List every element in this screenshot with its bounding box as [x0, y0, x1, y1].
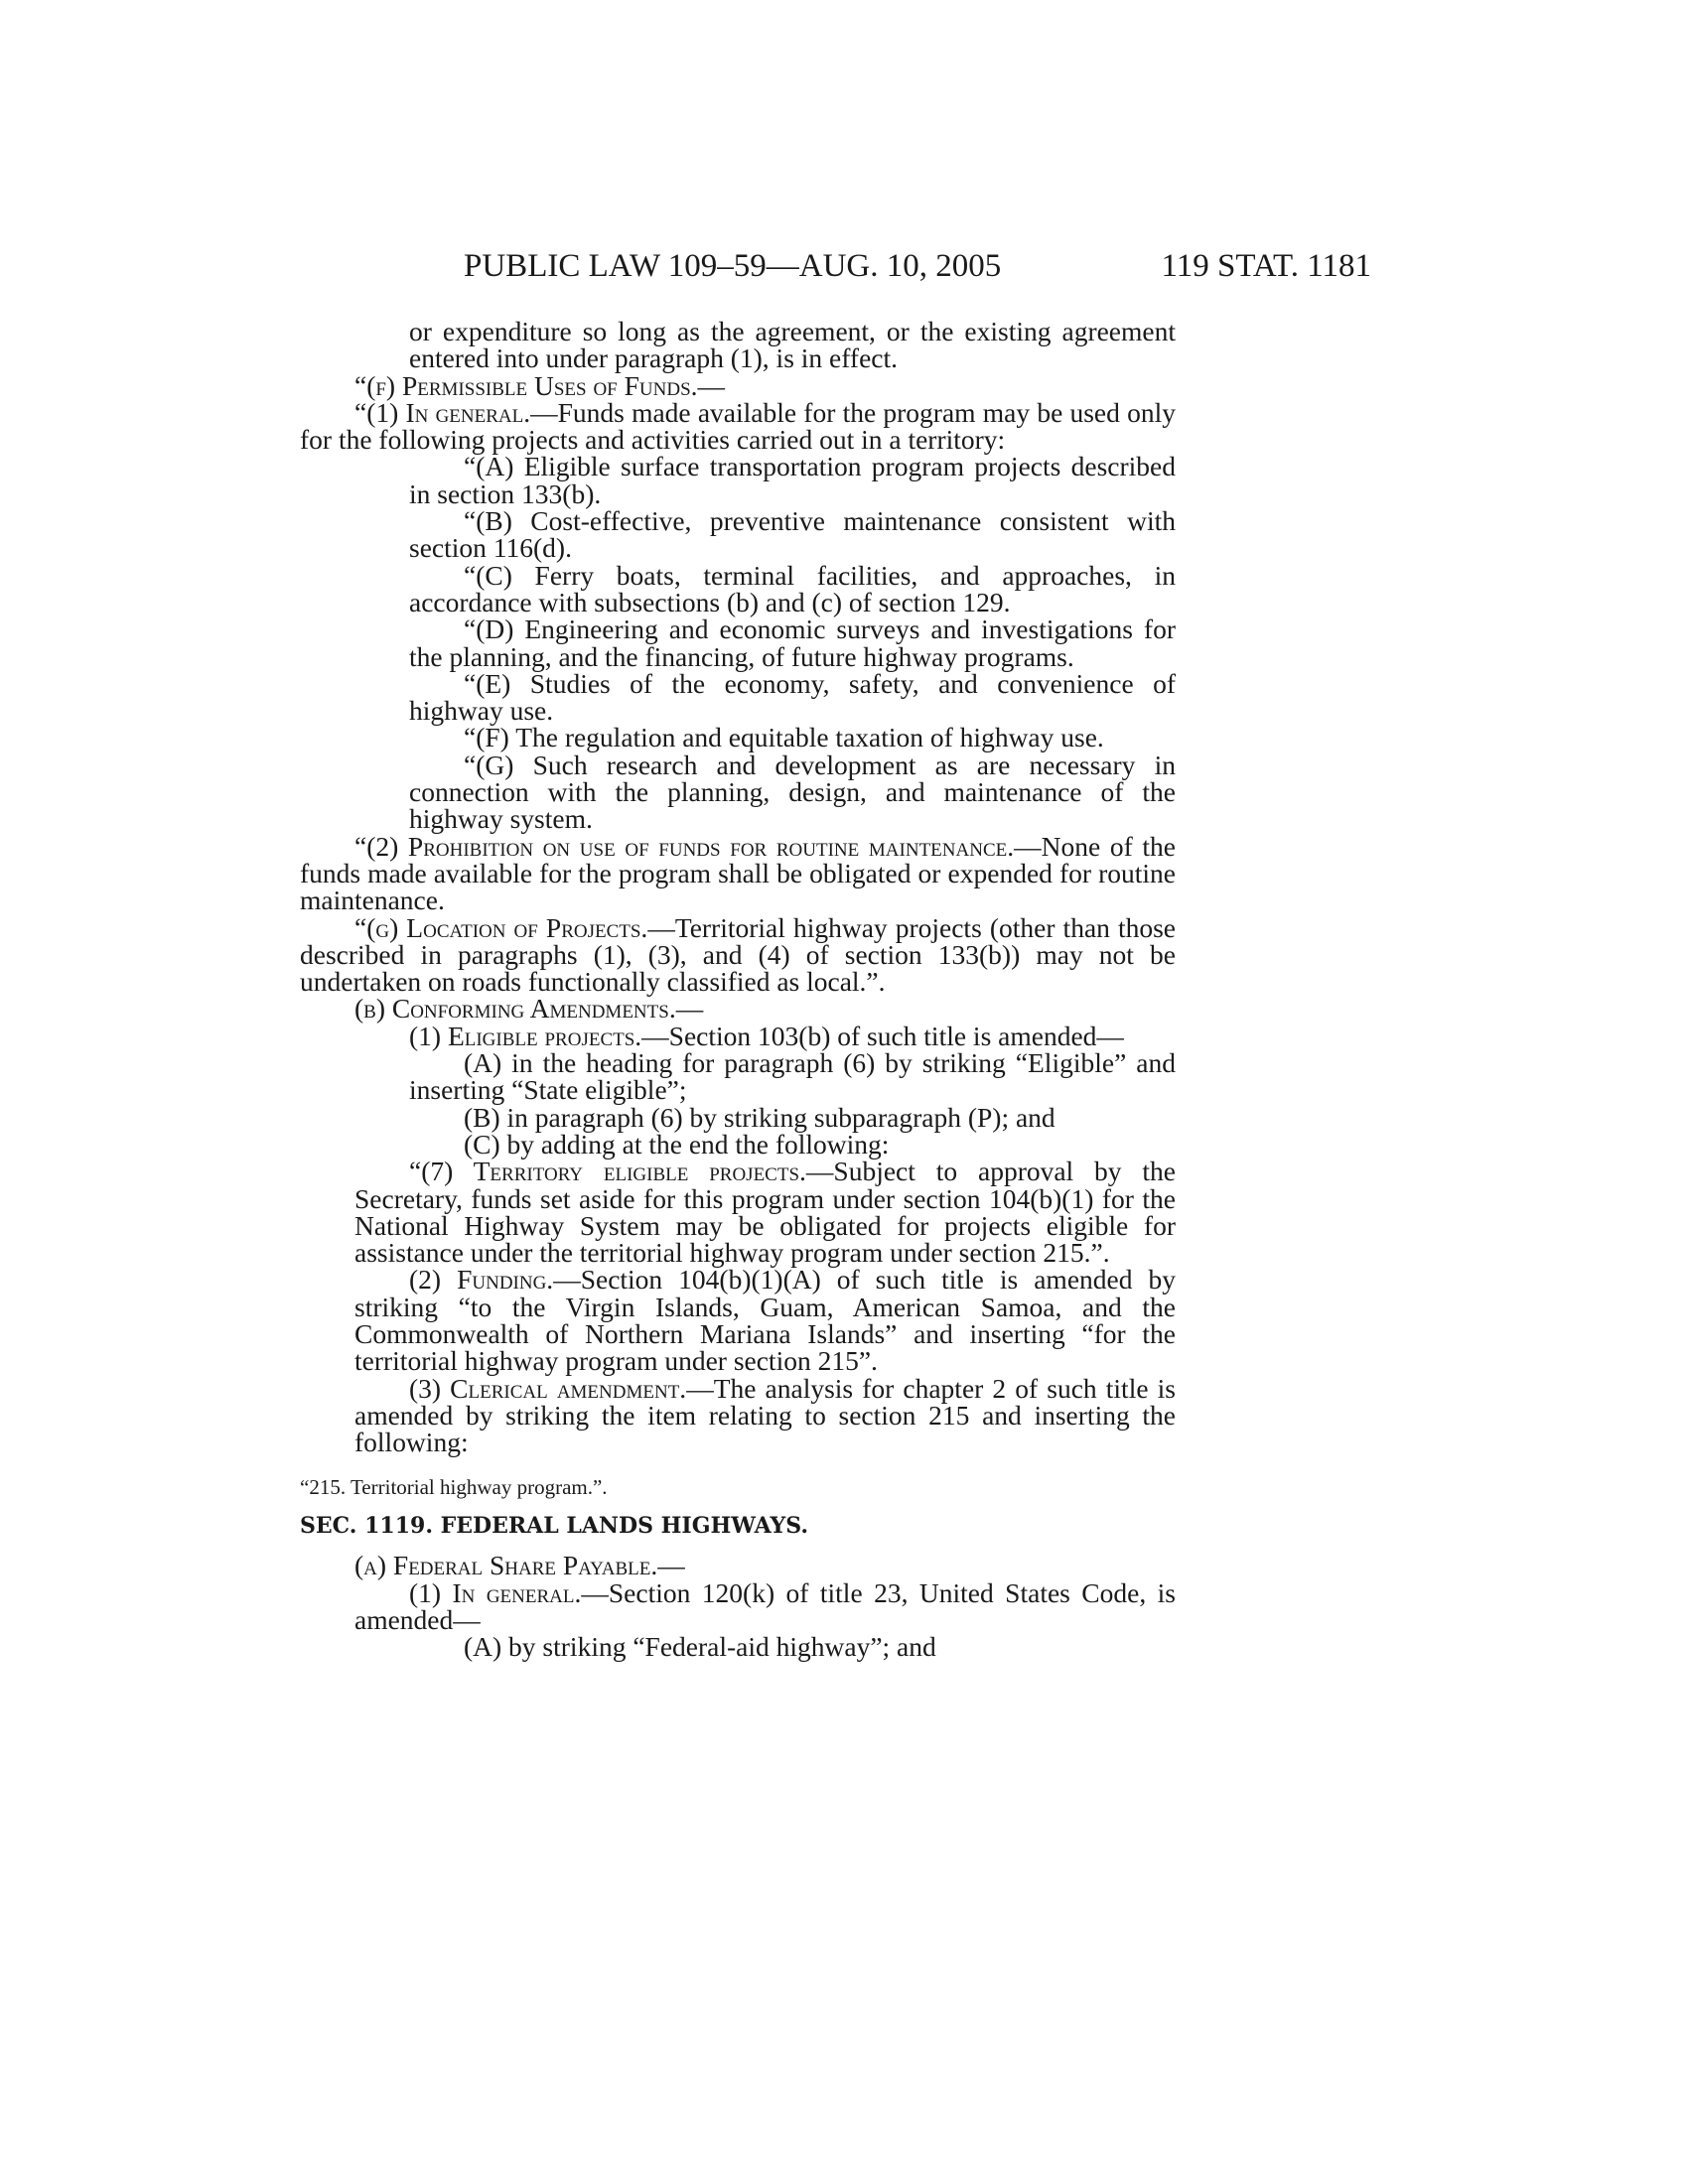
item-a: “(A) Eligible surface transportation program projects described in section 133(b). [409, 451, 1176, 509]
territory-eligible-projects-text: —Subject to approval by the Secretary, funds set aside for this program under section 104(b)(1) for the National Highway System may be obligated for projects eligible for assistance under the territorial highway program under section 215.”. [354, 1156, 1176, 1269]
subsection-g-heading: “(g) Location of Projects. [354, 911, 648, 943]
paragraph-1-text: —Funds made available for the program may be used only for the following projects and activities carried out in a territory: [300, 396, 1176, 456]
paragraph-2-heading: “(2) Prohibition on use of funds for routine maintenance. [354, 830, 1015, 862]
running-header-page-number: 119 STAT. 1181 [1161, 248, 1371, 284]
item-f: “(F) The regulation and equitable taxation of highway use. [464, 722, 1104, 753]
paragraph-2 [300, 830, 1176, 916]
item-g: “(G) Such research and development as are necessary in connection with the planning, design, and maintenance of the highway system. [409, 749, 1176, 835]
eligible-projects [354, 1020, 1176, 1051]
conforming-amendments-heading [300, 995, 1176, 1022]
conforming-amendments-heading-text: (b) Conforming Amendments.— [354, 993, 704, 1024]
federal-share-heading [300, 1550, 1176, 1581]
item-c: “(C) Ferry boats, terminal facilities, and approaches, in accordance with subsections (b) and (c) of section 129. [409, 559, 1176, 617]
subsection-f-heading [300, 369, 1176, 401]
in-general-text: —Section 120(k) of title 23, United States Code, is amended— [354, 1576, 1176, 1636]
amendment-c: (C) by adding at the end the following: [464, 1128, 890, 1160]
paragraph-2-text: —None of the funds made available for the program shall be obligated or expended for routine maintenance. [300, 830, 1176, 916]
amendment-b: (B) in paragraph (6) by striking subparagraph (P); and [464, 1101, 1055, 1133]
funding [354, 1264, 1176, 1377]
federal-share-heading-text: (a) Federal Share Payable.— [354, 1550, 685, 1581]
in-general-heading: (1) In general. [409, 1576, 582, 1608]
funding-heading: (2) Funding. [409, 1264, 554, 1296]
paragraph-continuation: or expenditure so long as the agreement, or the existing agreement entered into under paragraph (1), is in effect. [409, 316, 1176, 374]
territory-eligible-projects-heading: “(7) Territory eligible projects. [409, 1156, 806, 1187]
clerical-amendment [354, 1372, 1176, 1458]
paragraph-1-heading: “(1) In general. [354, 396, 531, 428]
clerical-amendment-text: —The analysis for chapter 2 of such title is amended by striking the item relating to section 215 and inserting the following: [354, 1372, 1176, 1458]
item-e: “(E) Studies of the economy, safety, and convenience of highway use. [409, 667, 1176, 727]
subsection-g-text: —Territorial highway projects (other than those described in paragraphs (1), (3), and (4) of section 133(b)) may not be undertaken on roads functionally classified as local.”. [300, 911, 1177, 998]
amendment-striking: (A) by striking “Federal-aid highway”; and [464, 1631, 936, 1663]
section-heading: SEC. 1119. FEDERAL LANDS HIGHWAYS. [300, 1513, 809, 1540]
running-header-title: PUBLIC LAW 109–59—AUG. 10, 2005 [464, 248, 1002, 284]
subsection-g [300, 911, 1177, 998]
eligible-projects-text: —Section 103(b) of such title is amended— [641, 1020, 1124, 1051]
funding-text: —Section 104(b)(1)(A) of such title is amended by striking “to the Virgin Islands, Guam, American Samoa, and the Commonwealth of Northern Mariana Islands” and inserting “for the territorial highway program under section 215”. [354, 1264, 1176, 1377]
territory-eligible-projects [354, 1156, 1176, 1269]
document-body [300, 316, 1177, 1663]
in-general [354, 1576, 1176, 1636]
subsection-f-heading-text: “(f) Permissible Uses of Funds.— [354, 369, 726, 401]
paragraph-1 [300, 396, 1176, 456]
table-of-contents-item: “215. Territorial highway program.”. [300, 1475, 608, 1500]
clerical-amendment-heading: (3) Clerical amendment. [409, 1372, 687, 1404]
item-b: “(B) Cost-effective, preventive maintenance consistent with section 116(d). [409, 505, 1176, 564]
amendment-a: (A) in the heading for paragraph (6) by striking “Eligible” and inserting “State eligible”; [409, 1047, 1176, 1106]
item-d: “(D) Engineering and economic surveys and investigations for the planning, and the financing, of future highway programs. [409, 614, 1176, 672]
eligible-projects-heading: (1) Eligible projects. [409, 1020, 642, 1051]
